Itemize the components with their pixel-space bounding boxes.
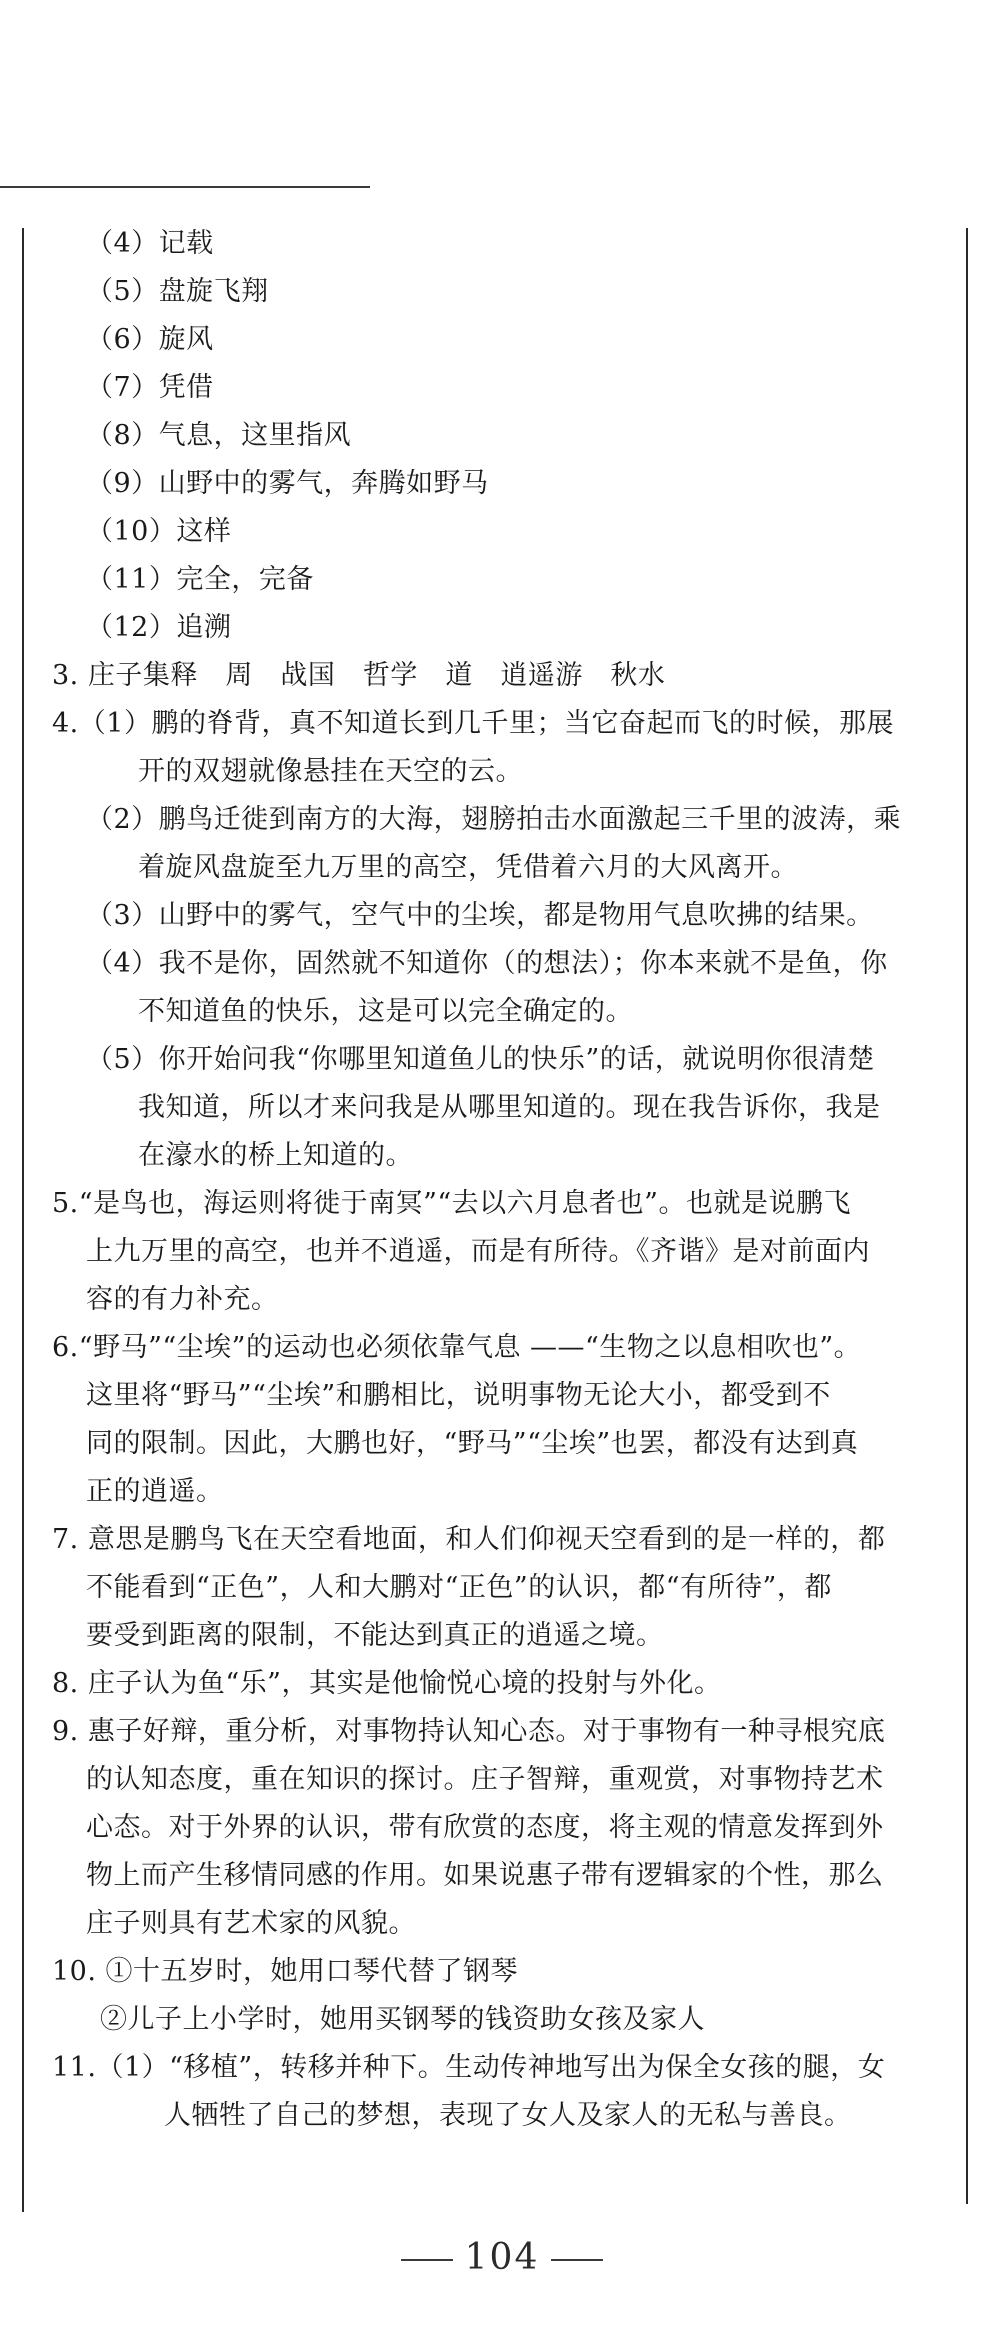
answer-3: 3. 庄子集释 周 战国 哲学 道 逍遥游 秋水	[52, 660, 666, 691]
page-number-left-dash	[401, 2259, 453, 2261]
sub-item-11: （11）完全，完备	[86, 564, 314, 595]
answer-5-line-1: 5.“是鸟也，海运则将徙于南冥”“去以六月息者也”。也就是说鹏飞	[52, 1188, 851, 1219]
answer-9-line-5: 庄子则具有艺术家的风貌。	[86, 1908, 416, 1939]
answer-5-line-2: 上九万里的高空，也并不逍遥，而是有所待。《齐谐》是对前面内	[86, 1236, 870, 1267]
sub-item-6: （6）旋风	[86, 324, 214, 355]
answer-9-line-3: 心态。对于外界的认识，带有欣赏的态度，将主观的情意发挥到外	[86, 1812, 884, 1843]
answer-4-5-line-2: 我知道，所以才来问我是从哪里知道的。现在我告诉你，我是	[138, 1092, 881, 1123]
answer-11-line-2: 人牺牲了自己的梦想，表现了女人及家人的无私与善良。	[164, 2100, 852, 2131]
answer-4-1-line-1: 4.（1）鹏的脊背，真不知道长到几千里；当它奋起而飞的时候，那展	[52, 708, 894, 739]
answer-6-line-3: 同的限制。因此，大鹏也好，“野马”“尘埃”也罢，都没有达到真	[86, 1428, 859, 1459]
answer-4-4-line-1: （4）我不是你，固然就不知道你（的想法）；你本来就不是鱼，你	[86, 948, 888, 979]
sub-item-8: （8）气息，这里指风	[86, 420, 352, 451]
answer-8: 8. 庄子认为鱼“乐”，其实是他愉悦心境的投射与外化。	[52, 1668, 722, 1699]
sub-item-12: （12）追溯	[86, 612, 232, 643]
page-number-footer	[0, 2236, 1004, 2280]
page-number: 104	[464, 2237, 540, 2278]
answer-4-5-line-3: 在濠水的桥上知道的。	[138, 1140, 413, 1171]
answer-4-5-line-1: （5）你开始问我“你哪里知道鱼儿的快乐”的话，就说明你很清楚	[86, 1044, 875, 1075]
sub-item-4: （4）记载	[86, 228, 214, 259]
answer-4-2-line-1: （2）鹏鸟迁徙到南方的大海，翅膀拍击水面激起三千里的波涛，乘	[86, 804, 902, 835]
answer-6-line-2: 这里将“野马”“尘埃”和鹏相比，说明事物无论大小，都受到不	[86, 1380, 831, 1411]
answer-5-line-3: 容的有力补充。	[86, 1284, 279, 1315]
answer-4-2-line-2: 着旋风盘旋至九万里的高空，凭借着六月的大风离开。	[138, 852, 798, 883]
answer-10-line-1: 10. ①十五岁时，她用口琴代替了钢琴	[52, 1956, 519, 1987]
answer-7-line-3: 要受到距离的限制，不能达到真正的逍遥之境。	[86, 1620, 664, 1651]
answer-6-line-4: 正的逍遥。	[86, 1476, 224, 1507]
answer-4-3-line-1: （3）山野中的雾气，空气中的尘埃，都是物用气息吹拂的结果。	[86, 900, 874, 931]
answer-4-4-line-2: 不知道鱼的快乐，这是可以完全确定的。	[138, 996, 633, 1027]
answer-9-line-4: 物上而产生移情同感的作用。如果说惠子带有逻辑家的个性，那么	[86, 1860, 884, 1891]
answer-9-line-2: 的认知态度，重在知识的探讨。庄子智辩，重观赏，对事物持艺术	[86, 1764, 884, 1795]
sub-item-7: （7）凭借	[86, 372, 214, 403]
answer-10-line-2: ②儿子上小学时，她用买钢琴的钱资助女孩及家人	[100, 2004, 705, 2035]
answer-7-line-2: 不能看到“正色”，人和大鹏对“正色”的认识，都“有所待”，都	[86, 1572, 832, 1603]
sub-item-9: （9）山野中的雾气，奔腾如野马	[86, 468, 489, 499]
answer-7-line-1: 7. 意思是鹏鸟飞在天空看地面，和人们仰视天空看到的是一样的，都	[52, 1524, 886, 1555]
sub-item-10: （10）这样	[86, 516, 232, 547]
answer-6-line-1: 6.“野马”“尘埃”的运动也必须依靠气息 ——“生物之以息相吹也”。	[52, 1332, 862, 1363]
sub-item-5: （5）盘旋飞翔	[86, 276, 269, 307]
page-number-right-dash	[551, 2259, 603, 2261]
answer-9-line-1: 9. 惠子好辩，重分析，对事物持认知心态。对于事物有一种寻根究底	[52, 1716, 886, 1747]
answer-4-1-line-2: 开的双翅就像悬挂在天空的云。	[138, 756, 523, 787]
answer-11-line-1: 11.（1）“移植”，转移并种下。生动传神地写出为保全女孩的腿，女	[52, 2052, 886, 2083]
